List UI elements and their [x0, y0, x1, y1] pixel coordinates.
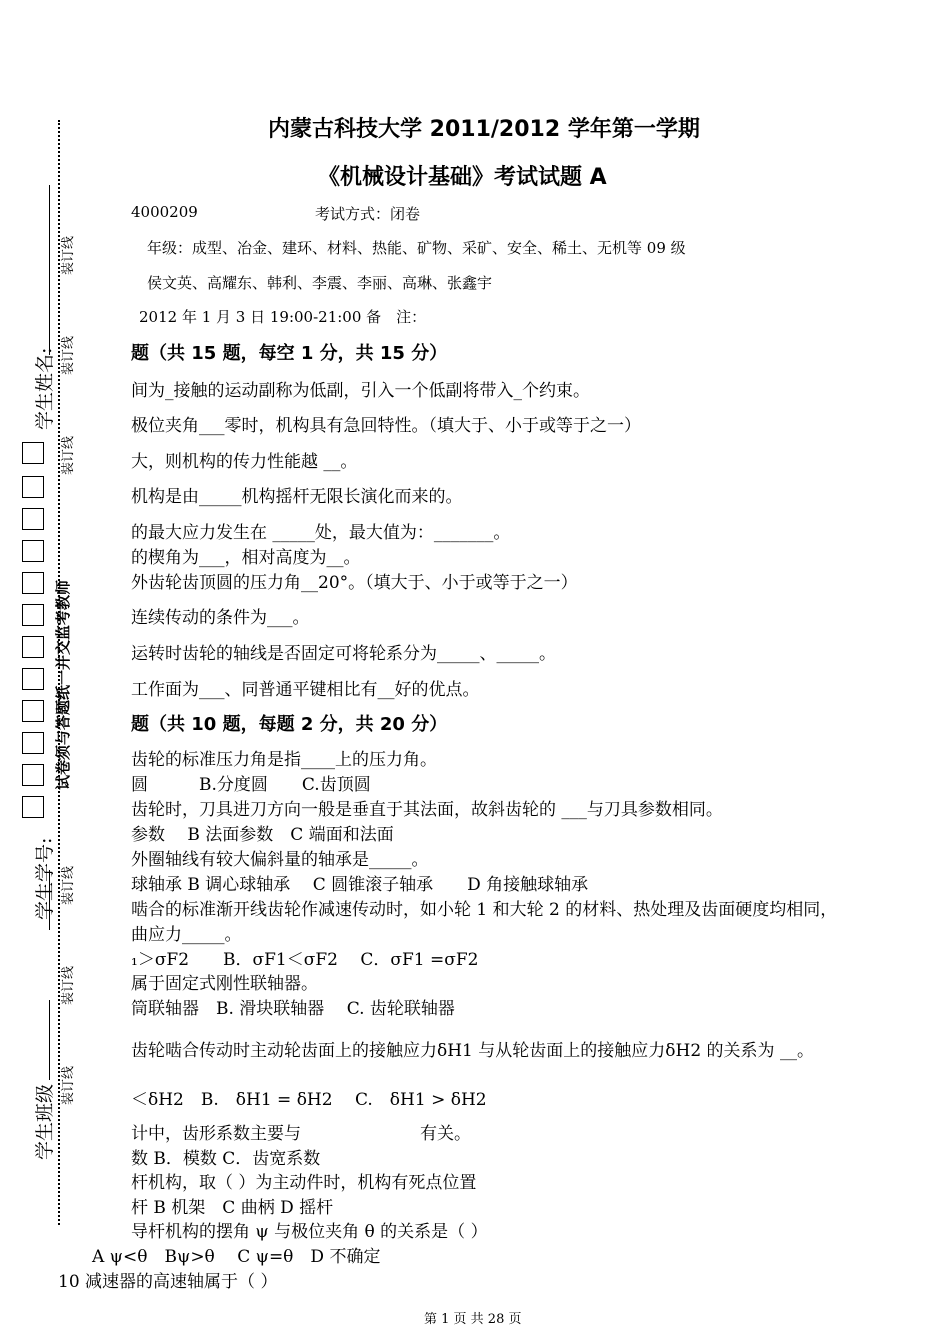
question-line: 间为_接触的运动副称为低副，引入一个低副将带入_个约束。	[131, 381, 590, 401]
section2-heading: 题（共 10 题，每题 2 分，共 20 分）	[131, 714, 448, 735]
binding-line-label-2: 装订线	[61, 335, 76, 375]
exam-title-line-1: 内蒙古科技大学 2011/2012 学年第一学期	[268, 117, 700, 142]
student-name-label: 学生姓名:	[34, 347, 56, 430]
question-line: 筒联轴器 B. 滑块联轴器 C. 齿轮联轴器	[131, 999, 455, 1019]
binding-line-label-1: 装订线	[61, 235, 76, 275]
question-line: 工作面为___、同普通平键相比有__好的优点。	[131, 680, 480, 700]
question-line: 的楔角为___，相对高度为__。	[131, 548, 361, 568]
exam-mode: 考试方式：闭卷	[315, 205, 421, 223]
id-digit-box[interactable]	[22, 508, 44, 530]
question-line: 齿轮啮合传动时主动轮齿面上的接触应力δH1 与从轮齿面上的接触应力δH2 的关系为 __。	[131, 1041, 814, 1061]
course-code: 4000209	[131, 203, 198, 221]
question-line: 齿轮时，刀具进刀方向一般是垂直于其法面，故斜齿轮的 ___与刀具参数相同。	[131, 800, 723, 820]
id-digit-box[interactable]	[22, 442, 44, 464]
question-line: 大，则机构的传力性能越 __。	[131, 452, 358, 472]
section1-heading: 题（共 15 题，每空 1 分，共 15 分）	[131, 343, 448, 364]
question-line: ＜δH2 B. δH1 = δH2 C. δH1 > δH2	[131, 1090, 487, 1110]
question-line: 外圈轴线有较大偏斜量的轴承是_____。	[131, 850, 429, 870]
question-line: 圆 B.分度圆 C.齿顶圆	[131, 775, 371, 795]
class-underline	[49, 1000, 50, 1080]
question-line: 齿轮的标准压力角是指____上的压力角。	[131, 750, 437, 770]
binding-line-label-5: 装订线	[61, 965, 76, 1005]
name-underline	[49, 185, 50, 355]
student-id-label: 学生学号:	[34, 837, 56, 920]
question-line: 运转时齿轮的轴线是否固定可将轮系分为_____、_____。	[131, 644, 556, 664]
question-line: 计中，齿形系数主要与 有关。	[131, 1124, 471, 1144]
id-digit-box[interactable]	[22, 764, 44, 786]
exam-notice: 试卷须与答题纸一并交监考教师	[54, 579, 72, 790]
question-line: 属于固定式刚性联轴器。	[131, 974, 318, 994]
id-digit-box[interactable]	[22, 700, 44, 722]
id-digit-box[interactable]	[22, 796, 44, 818]
id-digit-box[interactable]	[22, 540, 44, 562]
id-digit-box[interactable]	[22, 476, 44, 498]
question-line: 杆 B 机架 C 曲柄 D 摇杆	[131, 1198, 334, 1218]
id-digit-box[interactable]	[22, 732, 44, 754]
question-line: 参数 B 法面参数 C 端面和法面	[131, 825, 394, 845]
question-line: ₁＞σF2 B．σF1＜σF2 C．σF1 =σF2	[131, 950, 479, 970]
student-class-label: 学生班级	[34, 1083, 56, 1160]
id-digit-box[interactable]	[22, 636, 44, 658]
id-digit-box[interactable]	[22, 668, 44, 690]
question-line: 10 减速器的高速轴属于（ ）	[58, 1272, 278, 1292]
question-line: 数 B．模数 C．齿宽系数	[131, 1149, 321, 1169]
id-digit-box[interactable]	[22, 604, 44, 626]
exam-time: 2012 年 1 月 3 日 19:00-21:00 备 注：	[139, 308, 427, 326]
question-line: 杆机构，取（ ）为主动件时，机构有死点位置	[131, 1173, 477, 1193]
question-line: 啮合的标准渐开线齿轮作减速传动时，如小轮 1 和大轮 2 的材料、热处理及齿面硬度均相同，	[131, 900, 838, 920]
binding-line-label-6: 装订线	[61, 1065, 76, 1105]
question-line: 球轴承 B 调心球轴承 C 圆锥滚子轴承 D 角接触球轴承	[131, 875, 589, 895]
binding-line-label-4: 装订线	[61, 865, 76, 905]
question-line: 极位夹角___零时，机构具有急回特性。（填大于、小于或等于之一）	[131, 416, 641, 436]
page-number: 第 1 页 共 28 页	[424, 1312, 522, 1327]
id-digit-box[interactable]	[22, 572, 44, 594]
question-line: 的最大应力发生在 _____处，最大值为：_______。	[131, 523, 511, 543]
teachers: 侯文英、高耀东、韩利、李震、李丽、高琳、张鑫宇	[147, 274, 493, 292]
question-line: 导杆机构的摆角 ψ 与极位夹角 θ 的关系是（ ）	[131, 1222, 488, 1242]
binding-line-label-3: 装订线	[61, 435, 76, 475]
question-line: 连续传动的条件为___。	[131, 608, 310, 628]
grades: 年级：成型、冶金、建环、材料、热能、矿物、采矿、安全、稀土、无机等 09 级	[147, 239, 686, 257]
exam-title-line-2: 《机械设计基础》考试试题 A	[318, 165, 607, 190]
question-line: 外齿轮齿顶圆的压力角__20°。（填大于、小于或等于之一）	[131, 573, 578, 593]
question-line: A ψ<θ Bψ>θ C ψ=θ D 不确定	[92, 1247, 381, 1267]
question-line: 机构是由_____机构摇杆无限长演化而来的。	[131, 487, 463, 507]
question-line: 曲应力_____。	[131, 925, 242, 945]
